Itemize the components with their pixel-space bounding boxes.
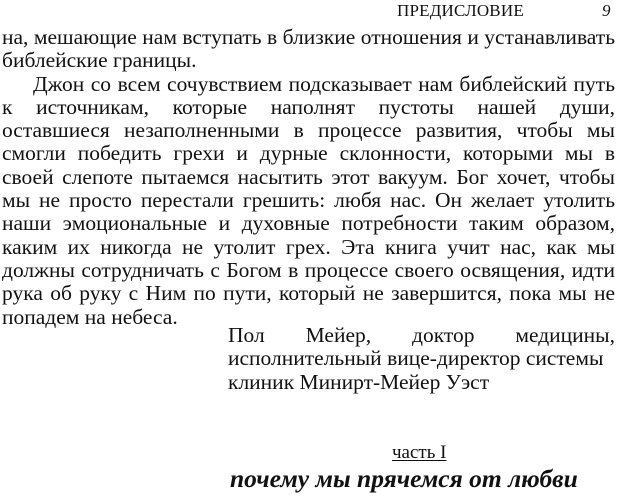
part-label: часть I xyxy=(392,442,447,463)
running-title: ПРЕДИСЛОВИЕ xyxy=(397,1,524,20)
paragraph-continued: на, мешающие нам вступать в близкие отношения и устанавливать библейские границы. xyxy=(2,25,615,73)
body-text xyxy=(2,26,615,329)
signature-title-line: исполнительный вице-директор системы xyxy=(228,346,604,371)
page-number: 9 xyxy=(602,1,611,20)
author-signature xyxy=(228,324,615,394)
paragraph: Джон со всем сочувствием подсказывает нам библейский путь к источникам, которые наполнят пустоты нашей души, оставшиеся незаполненными в процессе развития, чтобы мы смогли победить грехи и дурные склонности, которыми мы в своей слепоте пытаемся насытить этот вакуум. Бог хочет, чтобы мы не просто перестали грешить: любя нас. Он желает утолить наши эмоциональные и духовные потребности таким образом, каким их никогда не утолит грех. Эта книга учит нас, как мы должны сотрудничать с Богом в процессе своего освящения, идти рука об руку с Ним по пути, который не завершится, пока мы не попадем на небеса. xyxy=(2,71,615,329)
part-title: почему мы прячемся от любви xyxy=(230,464,578,493)
signature-organization-line: клиник Минирт-Мейер Уэст xyxy=(228,369,490,394)
running-header xyxy=(0,0,620,22)
signature-name-line: Пол Мейер, доктор медицины, xyxy=(228,323,615,347)
